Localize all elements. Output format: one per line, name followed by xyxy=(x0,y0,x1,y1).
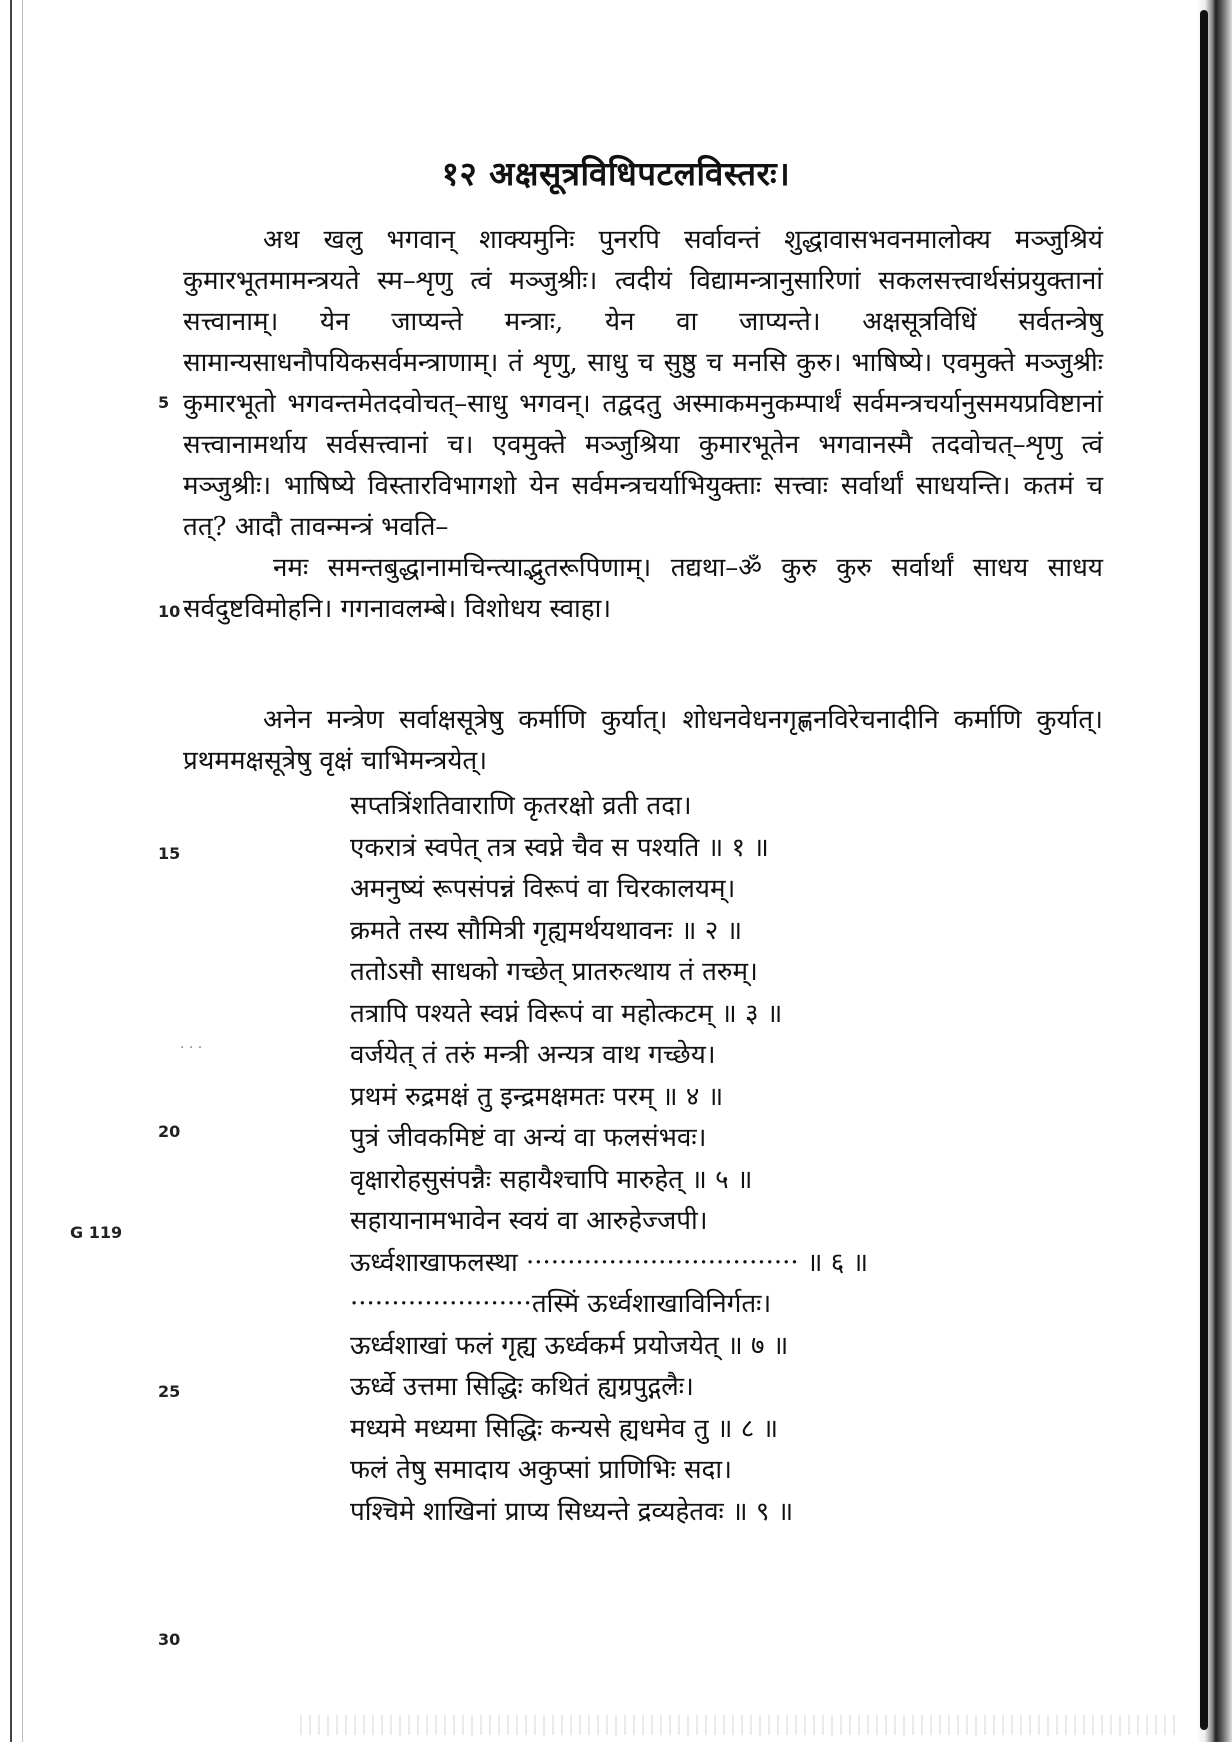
paragraph-1 xyxy=(183,220,1103,630)
verse-line: प्रथमं रुद्रमक्षं तु इन्द्रमक्षमतः परम् ॥ ४ ॥ xyxy=(350,1081,724,1112)
verse-line: ऊर्ध्वे उत्तमा सिद्धिः कथितं ह्यग्रपुद्गलैः। xyxy=(350,1372,694,1402)
paragraph-1-prose: अथ खलु भगवान् शाक्यमुनिः पुनरपि सर्वावन्तं शुद्धावासभवनमालोक्य मञ्जुश्रियं कुमारभूतमामन्त्रयते स्म–शृणु त्वं मञ्जुश्रीः। त्वदीयं विद्यामन्त्रानुसारिणां सकलसत्त्वार्थसंप्रयुक्तानां सत्त्वानाम्। येन जाप्यन्ते मन्त्राः, येन वा जाप्यन्ते। अक्षसूत्रविधिं सर्वतन्त्रेषु सामान्यसाधनौपयिकसर्वमन्त्राणाम्। तं शृणु, साधु च सुष्ठु च मनसि कुरु। भाषिष्ये। एवमुक्ते मञ्जुश्रीः कुमारभूतो भगवन्तमेतदवोचत्–साधु भगवन्। तद्वदतु अस्माकमनुकम्पार्थं सर्वमन्त्रचर्यानुसमयप्रविष्टानां सत्त्वानामर्थाय सर्वसत्त्वानां च। एवमुक्ते मञ्जुश्रिया कुमारभूतेन भगवानस्मै तदवोचत्–शृणु त्वं मञ्जुश्रीः। भाषिष्ये विस्तारविभागशो येन सर्वमन्त्रचर्याभियुक्ताः सत्त्वाः सर्वार्थां साधयन्ति। कतमं च तत्? आदौ तावन्मन्त्रं भवति– xyxy=(183,225,1103,542)
line-number-5: 5 xyxy=(158,393,170,412)
line-number-15: 15 xyxy=(158,844,181,863)
verse-line: एकरात्रं स्वपेत् तत्र स्वप्ने चैव स पश्यति ॥ १ ॥ xyxy=(350,832,769,863)
line-number-30: 30 xyxy=(158,1630,181,1649)
verse-line: वर्जयेत् तं तरुं मन्त्री अन्यत्र वाथ गच्छेय। xyxy=(350,1040,716,1070)
chapter-heading: १२ अक्षसूत्रविधिपटलविस्तरः। xyxy=(441,154,791,193)
verse-line: ततोऽसौ साधको गच्छेत् प्रातरुत्थाय तं तरुम्। xyxy=(350,957,758,987)
paragraph-2 xyxy=(183,700,1103,782)
paragraph-1-mantra: नमः समन्तबुद्धानामचिन्त्याद्भुतरूपिणाम्। तद्यथा–ॐ कुरु कुरु सर्वार्थां साधय साधय सर्वदुष्टविमोहनि। गगनावलम्बे। विशोधय स्वाहा। xyxy=(183,553,1103,624)
verse-line: क्रमते तस्य सौमित्री गृह्यमर्थयथावनः ॥ २ ॥ xyxy=(350,915,743,946)
scan-specks: · · · xyxy=(180,1040,203,1056)
book-spine-edge xyxy=(1200,10,1208,1730)
left-page-edge xyxy=(10,0,12,1742)
left-page-edge-faint xyxy=(22,0,23,1742)
line-number-25: 25 xyxy=(158,1382,181,1401)
verse-line: पुत्रं जीवकमिष्टं वा अन्यं वा फलसंभवः। xyxy=(350,1123,707,1153)
paragraph-2-text: अनेन मन्त्रेण सर्वाक्षसूत्रेषु कर्माणि कुर्यात्। शोधनवेधनगृह्णनविरेचनादीनि कर्माणि कुर्यात्। प्रथममक्षसूत्रेषु वृक्षं चाभिमन्त्रयेत्। xyxy=(183,705,1103,776)
verse-line: सप्तत्रिंशतिवाराणि कृतरक्षो व्रती तदा। xyxy=(350,791,692,821)
verse-line: पश्चिमे शाखिनां प्राप्य सिध्यन्ते द्रव्यहेतवः ॥ ९ ॥ xyxy=(350,1496,794,1527)
verse-line: अमनुष्यं रूपसंपन्नं विरूपं वा चिरकालयम्। xyxy=(350,874,736,904)
verse-line: ऊर्ध्वशाखाफलस्था ································· ॥ ६ ॥ xyxy=(350,1247,869,1278)
verse-line: ऊर्ध्वशाखां फलं गृह्य ऊर्ध्वकर्म प्रयोजयेत् ॥ ७ ॥ xyxy=(350,1330,789,1361)
verse-line: ······················तस्मिं ऊर्ध्वशाखाविनिर्गतः। xyxy=(350,1289,772,1319)
line-number-20: 20 xyxy=(158,1122,181,1141)
verse-block xyxy=(350,786,1050,1533)
verse-line: मध्यमे मध्यमा सिद्धिः कन्यसे ह्यधमेव तु ॥ ८ ॥ xyxy=(350,1413,779,1444)
verse-line: फलं तेषु समादाय अकुप्सां प्राणिभिः सदा। xyxy=(350,1455,732,1485)
folio-reference: G 119 xyxy=(70,1223,123,1242)
verse-line: वृक्षारोहसुसंपन्नैः सहायैश्चापि मारुहेत् ॥ ५ ॥ xyxy=(350,1164,753,1195)
verse-line: सहायानामभावेन स्वयं वा आरुहेज्जपी। xyxy=(350,1206,708,1236)
scan-noise xyxy=(300,1715,1180,1735)
verse-line: तत्रापि पश्यते स्वप्नं विरूपं वा महोत्कटम् ॥ ३ ॥ xyxy=(350,998,783,1029)
line-number-10: 10 xyxy=(158,602,181,621)
